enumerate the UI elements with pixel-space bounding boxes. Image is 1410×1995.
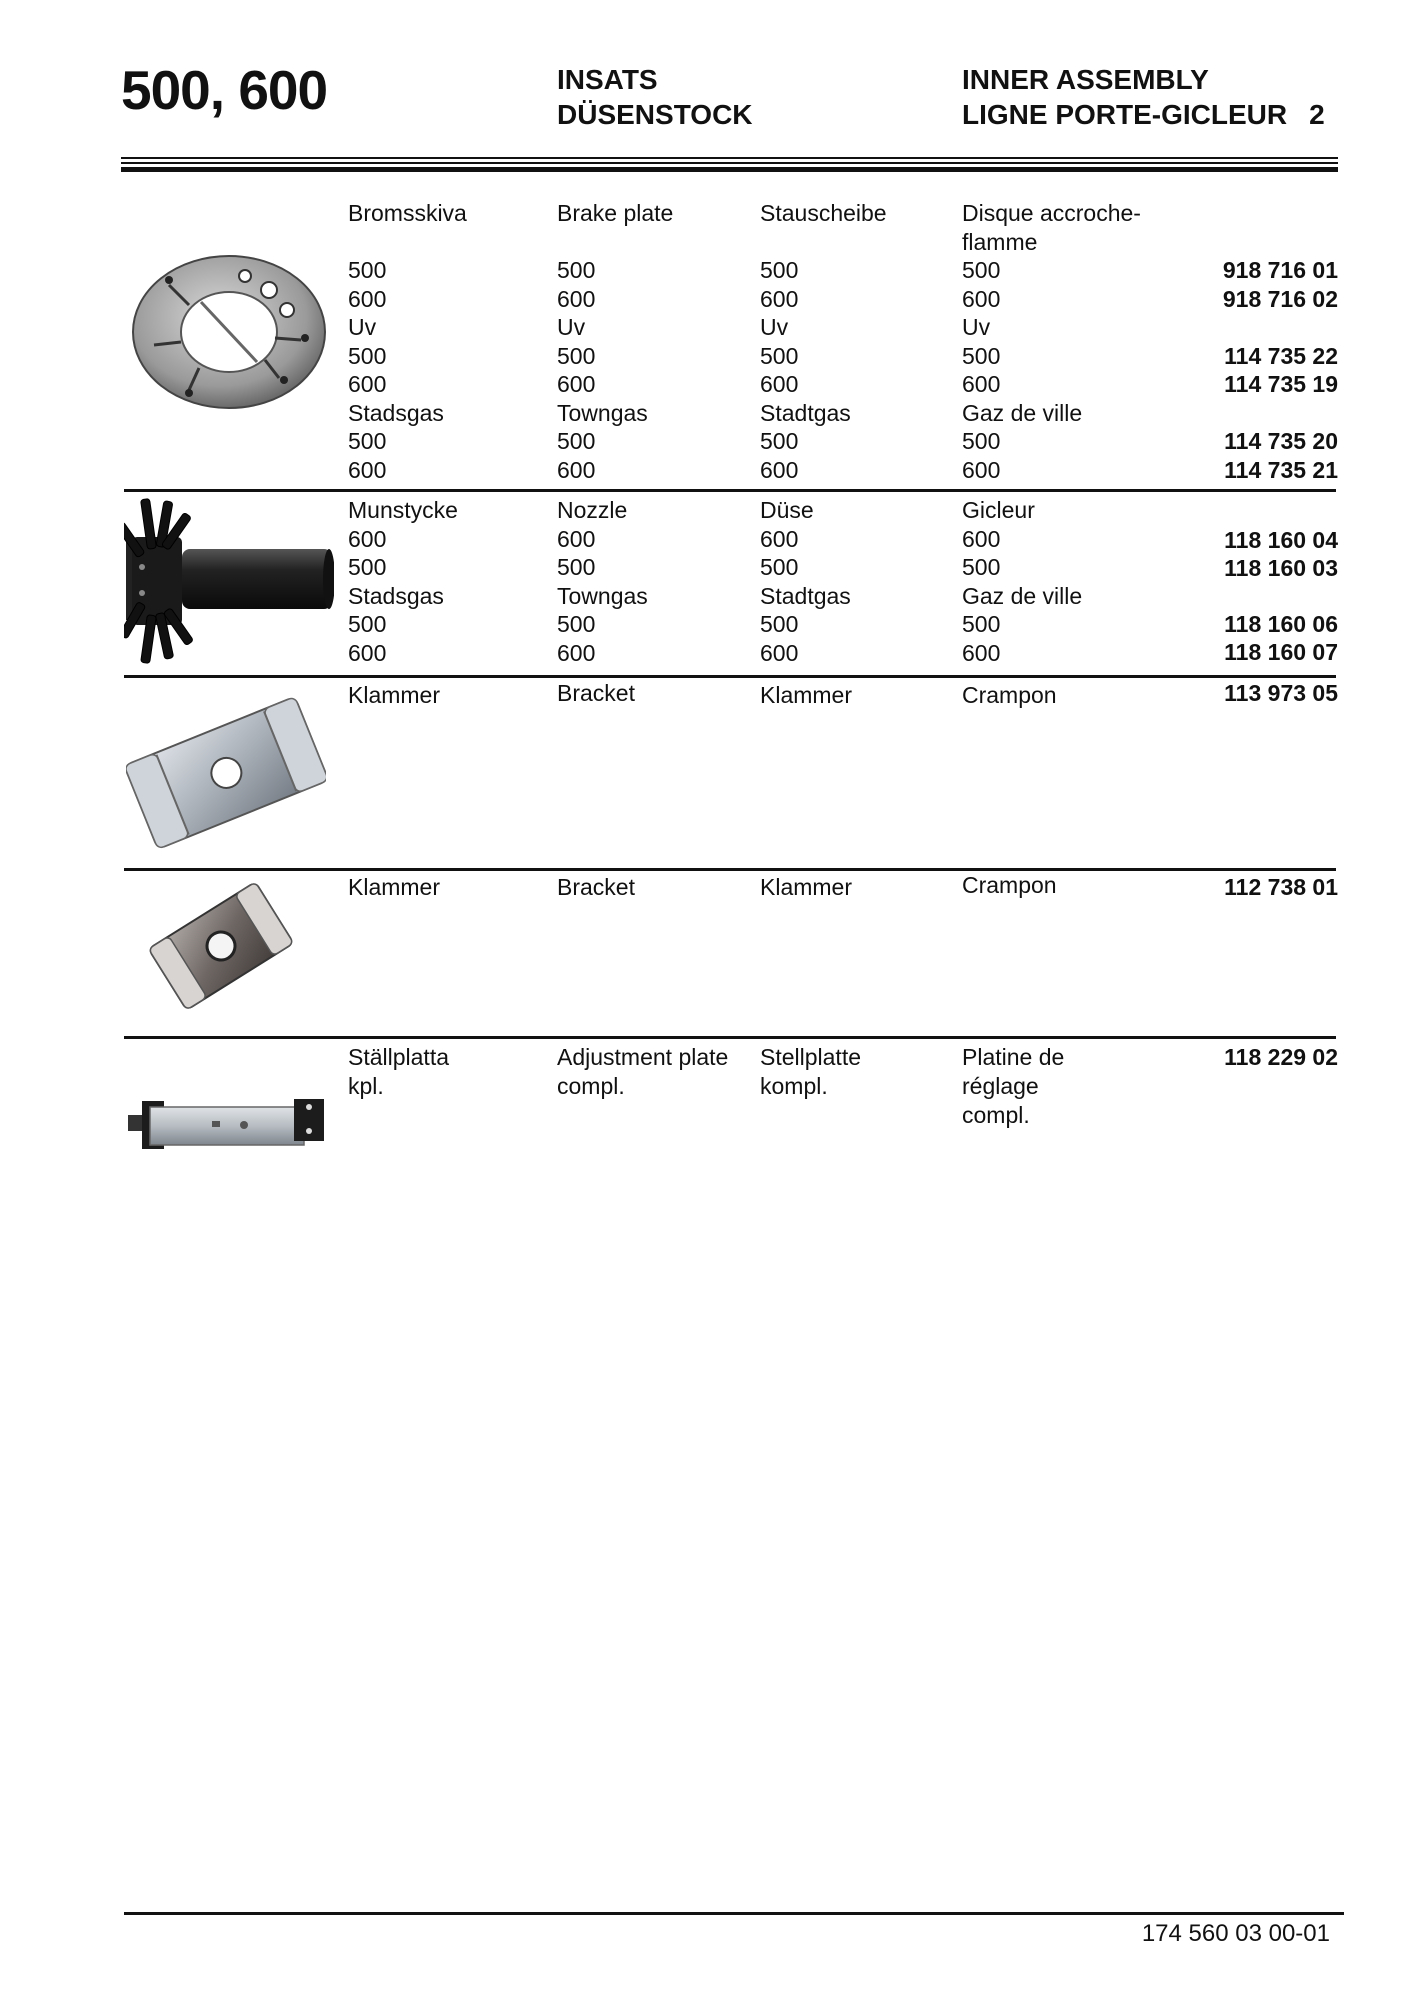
p2-r4-de: Stadtgas (760, 583, 851, 609)
p1-r5-sv: Uv (348, 314, 377, 340)
p1-r6-sv: 500 (348, 343, 387, 369)
p2-r6-de: 600 (760, 640, 799, 666)
p1-r10-de: 600 (760, 457, 799, 483)
p5-r1-sv: Ställplatta (348, 1044, 450, 1070)
p3-r1-en: Bracket (557, 680, 635, 706)
title-de: DÜSENSTOCK (557, 99, 753, 130)
part-number: 114 735 22 (1224, 343, 1338, 369)
p1-r4-en: 600 (557, 286, 596, 312)
row-separator (124, 675, 1336, 678)
p2-r4-fr: Gaz de ville (962, 583, 1083, 609)
p1-r4-de: 600 (760, 286, 799, 312)
p2-r2-sv: 600 (348, 526, 387, 552)
p5-r1-en: Adjustment plate (557, 1044, 729, 1070)
p1-r5-de: Uv (760, 314, 789, 340)
p1-r8-fr: Gaz de ville (962, 400, 1083, 426)
part-number: 113 973 05 (1224, 680, 1338, 706)
p2-r5-sv: 500 (348, 611, 387, 637)
nozzle-icon (124, 497, 334, 667)
p2-r4-en: Towngas (557, 583, 648, 609)
header-rule-thin-2 (121, 162, 1338, 164)
p1-r5-fr: Uv (962, 314, 991, 340)
p3-r1-sv: Klammer (348, 682, 441, 708)
footer-rule (124, 1912, 1344, 1915)
p4-r1-en: Bracket (557, 874, 635, 900)
p1-r9-fr: 500 (962, 428, 1001, 454)
p2-r1-de: Düse (760, 497, 814, 523)
p2-r5-de: 500 (760, 611, 799, 637)
p5-r2-fr: réglage (962, 1073, 1039, 1099)
p2-r6-en: 600 (557, 640, 596, 666)
p2-r4-sv: Stadsgas (348, 583, 444, 609)
p2-r5-fr: 500 (962, 611, 1001, 637)
p1-r1-fr: Disque accroche- (962, 200, 1141, 226)
part-number: 918 716 01 (1222, 257, 1338, 283)
p2-r6-sv: 600 (348, 640, 387, 666)
p5-r2-en: compl. (557, 1073, 625, 1099)
header-title-sv-de (557, 62, 753, 132)
p1-r7-sv: 600 (348, 371, 387, 397)
p1-r8-sv: Stadsgas (348, 400, 444, 426)
document-number: 174 560 03 00-01 (1141, 1920, 1330, 1947)
p2-r3-de: 500 (760, 554, 799, 580)
p2-r5-en: 500 (557, 611, 596, 637)
p1-r10-sv: 600 (348, 457, 387, 483)
p5-r2-de: kompl. (760, 1073, 828, 1099)
p1-r10-en: 600 (557, 457, 596, 483)
header-title-en-fr (962, 62, 1325, 132)
bracket-small-icon (146, 880, 296, 1012)
p1-r4-fr: 600 (962, 286, 1001, 312)
p1-r3-en: 500 (557, 257, 596, 283)
p2-r2-fr: 600 (962, 526, 1001, 552)
model-title: 500, 600 (121, 59, 328, 121)
title-fr: LIGNE PORTE-GICLEUR (962, 99, 1288, 130)
p1-r6-de: 500 (760, 343, 799, 369)
p2-r1-en: Nozzle (557, 497, 628, 523)
p1-r4-sv: 600 (348, 286, 387, 312)
brake-plate-icon (129, 250, 329, 410)
p2-r6-fr: 600 (962, 640, 1001, 666)
p4-r1-de: Klammer (760, 874, 853, 900)
p1-r5-en: Uv (557, 314, 586, 340)
p2-r3-en: 500 (557, 554, 596, 580)
part-number: 118 160 06 (1224, 611, 1338, 637)
p5-r1-de: Stellplatte (760, 1044, 862, 1070)
p3-r1-de: Klammer (760, 682, 853, 708)
p1-r9-sv: 500 (348, 428, 387, 454)
header-rule-thick (121, 167, 1338, 172)
p1-r1-sv: Bromsskiva (348, 200, 467, 226)
p1-r8-de: Stadtgas (760, 400, 851, 426)
p1-r8-en: Towngas (557, 400, 648, 426)
p1-r2-fr: flamme (962, 229, 1038, 255)
part-number: 114 735 21 (1224, 457, 1338, 483)
part-number: 112 738 01 (1224, 874, 1338, 900)
p1-r9-de: 500 (760, 428, 799, 454)
part-number: 118 160 03 (1224, 555, 1338, 581)
p2-r1-fr: Gicleur (962, 497, 1035, 523)
bracket-large-icon (126, 690, 326, 855)
p1-r3-fr: 500 (962, 257, 1001, 283)
p1-r9-en: 500 (557, 428, 596, 454)
section-number: 2 (1309, 99, 1325, 130)
p4-r1-sv: Klammer (348, 874, 441, 900)
p4-r1-fr: Crampon (962, 872, 1057, 898)
p5-r2-sv: kpl. (348, 1073, 384, 1099)
part-number: 918 716 02 (1222, 286, 1338, 312)
p1-r1-de: Stauscheibe (760, 200, 887, 226)
p1-r7-de: 600 (760, 371, 799, 397)
p1-r6-en: 500 (557, 343, 596, 369)
p2-r3-sv: 500 (348, 554, 387, 580)
p5-r3-fr: compl. (962, 1102, 1030, 1128)
title-sv: INSATS (557, 64, 658, 95)
p1-r3-de: 500 (760, 257, 799, 283)
title-en: INNER ASSEMBLY (962, 64, 1209, 95)
p2-r1-sv: Munstycke (348, 497, 458, 523)
title-fr-line (962, 97, 1325, 132)
p2-r2-en: 600 (557, 526, 596, 552)
part-number: 114 735 19 (1224, 371, 1338, 397)
part-number: 118 229 02 (1224, 1044, 1338, 1070)
adjustment-plate-icon (124, 1093, 330, 1153)
row-separator (124, 1036, 1336, 1039)
p3-r1-fr: Crampon (962, 682, 1057, 708)
row-separator (124, 868, 1336, 871)
p1-r7-fr: 600 (962, 371, 1001, 397)
p2-r2-de: 600 (760, 526, 799, 552)
part-number: 118 160 07 (1224, 639, 1338, 665)
part-number: 118 160 04 (1224, 527, 1338, 553)
p1-r1-en: Brake plate (557, 200, 674, 226)
header-rule-thin-1 (121, 157, 1338, 159)
p1-r7-en: 600 (557, 371, 596, 397)
p1-r3-sv: 500 (348, 257, 387, 283)
p5-r1-fr: Platine de (962, 1044, 1065, 1070)
p1-r10-fr: 600 (962, 457, 1001, 483)
row-separator (124, 489, 1336, 492)
p2-r3-fr: 500 (962, 554, 1001, 580)
p1-r6-fr: 500 (962, 343, 1001, 369)
part-number: 114 735 20 (1224, 428, 1338, 454)
